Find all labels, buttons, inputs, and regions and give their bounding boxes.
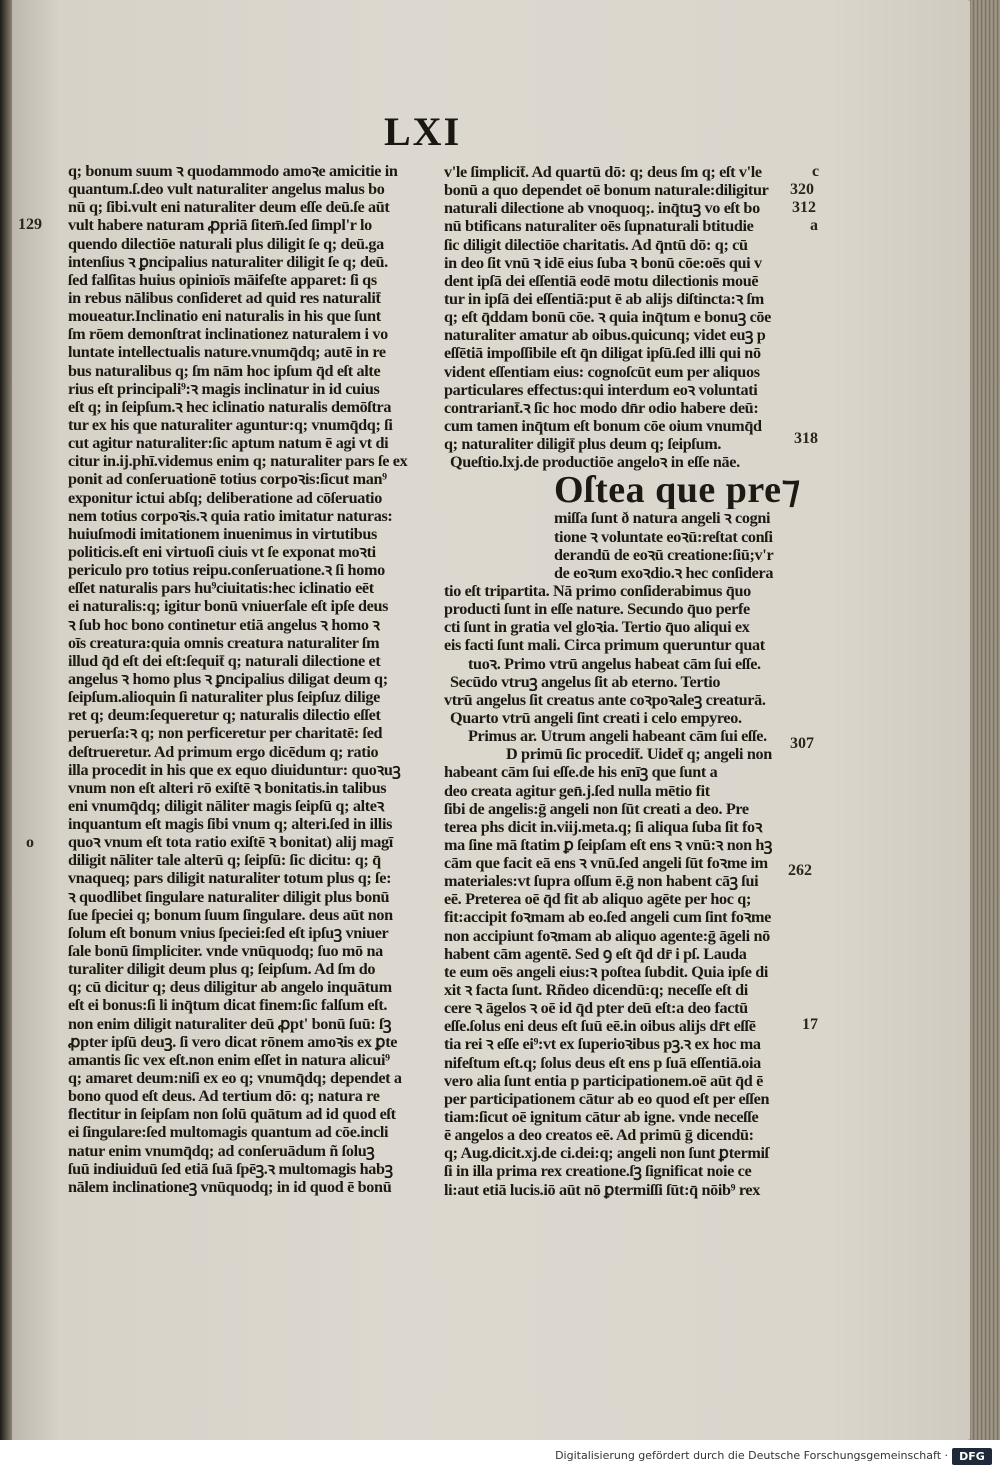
text-line: ret q; deum:ſequeretur q; naturalis dilectio eſſet bbox=[68, 706, 381, 725]
text-line: nem totius corpoꝛis.ꝛ quia ratio imitatur naturas: bbox=[68, 506, 393, 525]
text-line: politicis.eſt eni virtuoſi ciuis vt ſe exponat moꝛti bbox=[68, 542, 376, 561]
margin-note: 318 bbox=[794, 430, 818, 447]
margin-note: o bbox=[26, 834, 34, 851]
text-line: tiam:ſicut oē ignitum cātur ab igne. vnde neceſſe bbox=[444, 1108, 759, 1127]
text-line: Primus ar. Utrum angeli habeant cām ſui eſſe. bbox=[468, 727, 767, 746]
text-line: contrariant̄.ꝛ ſic hoc modo dn̄r odio habere deū: bbox=[444, 398, 759, 417]
text-line: quoꝛ vnum eſt tota ratio exiſtē ꝛ bonitat) alij magī bbox=[68, 833, 393, 852]
text-line: ſibi de angelis:ḡ angeli non ſūt creati a deo. Pre bbox=[444, 799, 749, 818]
margin-note: 129 bbox=[18, 216, 42, 233]
margin-note: a bbox=[810, 217, 818, 234]
text-line: v'le ſimplicit̄. Ad quartū dō: q; deus ſm q; eſt v'le bbox=[444, 163, 762, 181]
text-line: vero alia ſunt entia p participationem.oē aūt q̄d ē bbox=[444, 1071, 763, 1090]
text-line: deſtrueretur. Ad primum ergo dicēdum q; ratio bbox=[68, 742, 379, 761]
funding-credit: Digitalisierung gefördert durch die Deutsche Forschungsgemeinschaft · bbox=[555, 1449, 948, 1462]
text-line: peruerſa:ꝛ q; non perficeretur per charitatē: ſed bbox=[68, 724, 383, 743]
text-line: vnum non eſt alteri rō exiſtē ꝛ bonitatis.in talibus bbox=[68, 778, 387, 797]
text-line: ma ſine mā ſtatim ꝑ ſeipſam eſt ens ꝛ vnū:ꝛ non hꝫ bbox=[444, 835, 773, 854]
text-line: Queſtio.lxj.de productiōe angeloꝛ in eſſe nāe. bbox=[450, 453, 740, 472]
text-line: de eoꝛum exoꝛdio.ꝛ hec conſidera bbox=[554, 563, 774, 582]
text-line: nālem inclinationeꝫ vnūquodq; in id quod ē bonū bbox=[68, 1177, 392, 1196]
text-line: non accipiunt foꝛmam ab aliquo agente:ḡ āgeli nō bbox=[444, 926, 770, 945]
text-line: miſſa ſunt ð natura angeli ꝛ cogni bbox=[554, 509, 771, 528]
right-text-column bbox=[444, 163, 804, 1199]
text-line: ſed falſitas huius opinioīs māifeſte apparet: ſi qs bbox=[68, 270, 377, 289]
text-line: periculo pro totius reipu.conſeruatione.ꝛ ſi homo bbox=[68, 561, 385, 580]
initial-heading-line: Oſtea que pre⁊ bbox=[554, 471, 801, 510]
text-line: quendo dilectiōe naturali plus diligit ſe q; deū.ga bbox=[68, 234, 384, 253]
text-line: eē. Preterea oē q̄d fit ab aliquo agēte per hoc q; bbox=[444, 890, 751, 909]
text-line: vnaqueq; pars diligit naturaliter totum plus q; ſe: bbox=[68, 869, 392, 888]
text-line: in rebus nālibus conſideret ad quid res naturalit̄ bbox=[68, 288, 381, 307]
text-line: exponitur ictui abſq; deliberatione ad cōſeruatio bbox=[68, 488, 382, 507]
margin-note: 307 bbox=[790, 735, 814, 752]
text-line: tuoꝛ. Primo vtrū angelus habeat cām ſui eſſe. bbox=[468, 654, 761, 673]
text-line: q; naturaliter diligit̄ plus deum q; ſeipſum. bbox=[444, 435, 722, 454]
text-line: ꝛ quodlibet ſingulare naturaliter diligit plus bonū bbox=[68, 887, 390, 906]
margin-note: 17 bbox=[802, 1016, 818, 1033]
text-line: bono quod eſt deus. Ad tertium dō: q; natura re bbox=[68, 1087, 380, 1106]
text-line: cum tamen inq̄tum eſt bonum cōe oium vnumq̄d bbox=[444, 416, 762, 435]
text-line: fit:accipit foꝛmam ab eo.ſed angeli cum ſint foꝛme bbox=[444, 908, 771, 927]
text-line: ſale bonū ſimpliciter. vnde vnūquodq; ſuo mō na bbox=[68, 942, 383, 961]
text-line: ſuū indiuiduū ſed etiā ſuā ſpēꝫ.ꝛ multomagis habꝫ bbox=[68, 1159, 393, 1178]
text-line: bus naturalibus q; ſm nām hoc ipſum q̄d eſt alte bbox=[68, 361, 381, 380]
book-page bbox=[12, 0, 972, 1440]
text-line: ſolum eſt bonum vnius ſpeciei:ſed eſt ipſuꝫ vniuer bbox=[68, 923, 389, 942]
text-line: vult habere naturam ꝓpriā ſitem̄.ſed ſimpl'r lo bbox=[68, 216, 372, 235]
margin-note: 312 bbox=[792, 199, 816, 216]
text-line: q; eſt q̄ddam bonū cōe. ꝛ quia inq̄tum e bonuꝫ cōe bbox=[444, 308, 772, 327]
text-line: ſm rōem demonſtrat inclinationez naturalem i vo bbox=[68, 325, 388, 344]
footer-bar bbox=[0, 1440, 1000, 1474]
text-line: cut agitur naturaliter:ſic aptum natum ē agi vt di bbox=[68, 434, 389, 453]
text-line: oīs creatura:quia omnis creatura naturaliter ſm bbox=[68, 633, 380, 652]
text-line: tione ꝛ voluntate eoꝛū:reſtat conſi bbox=[554, 527, 773, 546]
text-line: producti ſunt in eſſe nature. Secundo q̄uo perfe bbox=[444, 600, 750, 619]
text-line: q; bonum suum ꝛ quodammodo amoꝛe amicitie in bbox=[68, 162, 398, 180]
text-line: illud q̄d eſt dei eſt:ſequit̄ q; naturali dilectione et bbox=[68, 651, 381, 670]
text-line: dent ipſā dei eſſentiā eodē motu dilectionis mouē bbox=[444, 271, 759, 290]
text-line: non enim diligit naturaliter deū ꝓpt' bonū ſuū: ſꝫ bbox=[68, 1014, 392, 1033]
text-line: eſſet naturalis pars hu⁹ciuitatis:hec iclinatio eēt bbox=[68, 579, 374, 598]
text-line: vident eſſentiam eius: cognoſcūt eum per aliquos bbox=[444, 362, 760, 381]
text-line: nū btificans naturaliter oēs ſupnaturali btitudie bbox=[444, 217, 754, 236]
text-line: tur in ipſā dei eſſentiā:put ē ab alijs diſtincta:ꝛ ſm bbox=[444, 289, 764, 308]
text-line: materiales:vt ſupra oſſum ē.ḡ non habent cāꝫ ſui bbox=[444, 872, 759, 891]
text-line: D primū ſic procedit̄. Uidet̄ q; angeli non bbox=[506, 745, 772, 764]
text-line: q; amaret deum:niſi ex eo q; vnumq̄dq; dependet a bbox=[68, 1069, 402, 1088]
text-line: habeant cām ſui eſſe.de his enīꝫ que ſunt a bbox=[444, 763, 718, 782]
dfg-logo: DFG bbox=[952, 1448, 992, 1465]
text-line: ponit ad conſeruationē totius corpoꝛis:ſicut man⁹ bbox=[68, 470, 387, 489]
text-line: per participationem cātur ab eo quod eſt per eſſen bbox=[444, 1089, 770, 1108]
text-line: diligit nāliter tale alterū q; ſeipſū: ſic dicitu: q; q̄ bbox=[68, 851, 381, 870]
text-line: luntate intellectualis nature.vnumq̄dq; autē in re bbox=[68, 343, 386, 362]
text-line: naturali dilectione ab vnoquoq;. inq̄tuꝫ vo eſt bo bbox=[444, 199, 760, 218]
text-line: intenſius ꝛ ꝑncipalius naturaliter diligit ſe q; deū. bbox=[68, 252, 388, 271]
text-line: ꝛ ſub hoc bono continetur etiā angelus ꝛ homo ꝛ bbox=[68, 615, 380, 634]
text-line: ē angelos a deo creatos eē. Ad primū ḡ dicendū: bbox=[444, 1126, 754, 1145]
text-line: citur in.ij.phī.videmus enim q; naturaliter pars ſe ex bbox=[68, 452, 408, 471]
text-line: quantum.ſ.deo vult naturaliter angelus malus bo bbox=[68, 180, 385, 199]
text-line: eſt ei bonus:ſi li inq̄tum dicat finem:ſic falſum eſt. bbox=[68, 996, 388, 1015]
text-line: illa procedit in his que ex equo diuiduntur: quoꝛuꝫ bbox=[68, 760, 401, 779]
text-line: eſſētiā impoſſibile eſt q̄n diligat ipſū.ſed illi qui nō bbox=[444, 344, 761, 363]
text-line: tur ex his que naturaliter aguntur:q; vnumq̄dq; ſi bbox=[68, 415, 393, 434]
text-line: ſeipſum.alioquin ſi naturaliter plus ſeipſuz dilige bbox=[68, 688, 380, 707]
text-line: ꝓpter ipſū deuꝫ. ſi vero dicat rōnem amoꝛis ex ꝑte bbox=[68, 1032, 398, 1051]
text-line: rius eſt principali⁹:ꝛ magis inclinatur in id cuius bbox=[68, 379, 380, 398]
text-line: eis facti ſunt mali. Circa primum queruntur quat bbox=[444, 636, 765, 655]
text-line: tia rei ꝛ eſſe ei⁹:vt ex ſuperioꝛibus pꝫ.ꝛ ex hoc ma bbox=[444, 1035, 761, 1054]
text-line: cām que facit eā ens ꝛ vnū.ſed angeli ſūt foꝛme im bbox=[444, 854, 768, 873]
text-line: ei naturalis:q; igitur bonū vniuerſale eſt ipſe deus bbox=[68, 597, 389, 616]
text-line: eſt q; in ſeipſum.ꝛ hec iclinatio naturalis demōſtra bbox=[68, 397, 392, 416]
text-line: cere ꝛ āgelos ꝛ oē id q̄d pter deū eſt:a deo factū bbox=[444, 999, 748, 1018]
text-line: nifeſtum eſt.q; ſolus deus eſt ens p ſuā eſſentiā.oia bbox=[444, 1053, 761, 1072]
text-line: bonū a quo dependet oē bonum naturale:diligitur bbox=[444, 181, 769, 200]
text-line: q; Aug.dicit.xj.de ci.dei:q; angeli non ſunt ꝑtermiſ bbox=[444, 1144, 769, 1163]
margin-note: c bbox=[812, 163, 820, 180]
text-line: te eum oēs angeli eius:ꝛ poſtea ſubdit. Quia ipſe di bbox=[444, 962, 769, 981]
margin-note: 262 bbox=[788, 862, 812, 879]
text-line: vtrū angelus ſit creatus ante coꝛpoꝛaleꝫ creaturā. bbox=[444, 690, 766, 709]
text-line: tio eſt tripartita. Nā primo conſiderabimus q̄uo bbox=[444, 581, 751, 600]
text-line: ſue ſpeciei q; bonum ſuum ſingulare. deus aūt non bbox=[68, 905, 393, 924]
page-stack-edge bbox=[970, 0, 1000, 1440]
text-line: eſſe.ſolus eni deus eſt ſuū eē.in oibus alijs dr̄t eſſē bbox=[444, 1017, 756, 1036]
text-line: nū q; ſibi.vult eni naturaliter deum eſſe deū.ſe aūt bbox=[68, 198, 390, 217]
text-line: flectitur in ſeipſam non ſolū quātum ad id quod eſt bbox=[68, 1105, 396, 1124]
text-line: cti ſunt in gratia vel gloꝛia. Tertio q̄uo aliqui ex bbox=[444, 618, 750, 637]
text-line: derandū de eoꝛū creatione:ſiū;v'r bbox=[554, 545, 774, 564]
text-line: turaliter diligit deum plus q; ſeipſum. Ad ſm do bbox=[68, 960, 376, 979]
text-line: habent cām agentē. Sed ꝯ eſt q̄d dr̄ i pſ. Lauda bbox=[444, 944, 747, 963]
text-line: Quarto vtrū angeli ſint creati i celo empyreo. bbox=[450, 708, 742, 727]
text-line: ei ſingulare:ſed multomagis quantum ad cōe.incli bbox=[68, 1123, 389, 1142]
text-line: li:aut etiā lucis.iō aūt nō ꝑtermiſſi ſūt:q̄ nōib⁹ rex bbox=[444, 1180, 760, 1199]
left-text-column bbox=[68, 162, 424, 1196]
text-line: huiuſmodi imitationem inuenimus in virtutibus bbox=[68, 524, 377, 543]
text-line: terea phs dicit in.viij.meta.q; ſi aliqua ſuba ſit foꝛ bbox=[444, 817, 763, 836]
text-line: naturaliter amatur ab oibus.quicunq; videt euꝫ p bbox=[444, 326, 766, 345]
margin-note: 320 bbox=[790, 181, 814, 198]
text-line: ſic diligit dilectiōe charitatis. Ad q̄ntū dō: q; cū bbox=[444, 235, 748, 254]
text-line: q; cū dicitur q; deus diligitur ab angelo inquātum bbox=[68, 978, 392, 997]
text-line: angelus ꝛ homo plus ꝛ ꝑncipalius diligat deum q; bbox=[68, 669, 388, 688]
text-line: natur enim vnumq̄dq; ad conſeruādum ñ ſoluꝫ bbox=[68, 1141, 375, 1160]
text-line: inquantum eſt magis ſibi vnum q; alteri.ſed in illis bbox=[68, 815, 393, 834]
text-line: amantis ſic vex eſt.non enim eſſet in natura alicui⁹ bbox=[68, 1050, 390, 1069]
text-line: xit ꝛ facta ſunt. Rñdeo dicendū:q; neceſſe eſt di bbox=[444, 981, 748, 1000]
text-line: deo creata agitur gen̄.j.ſed nulla mētio fit bbox=[444, 781, 710, 800]
text-line: in deo ſit vnū ꝛ idē eius ſuba ꝛ bonū cōe:oēs qui v bbox=[444, 253, 762, 272]
text-line: moueatur.Inclinatio eni naturalis in his que ſunt bbox=[68, 307, 381, 326]
folio-number: LXI bbox=[384, 109, 462, 154]
text-line: particulares effectus:qui interdum eoꝛ voluntati bbox=[444, 380, 758, 399]
text-line: ſi in illa prima rex creatione.ſꝫ ſignificat noie ce bbox=[444, 1162, 752, 1181]
text-line: eni vnumq̄dq; diligit nāliter magis ſeipſū q; alteꝛ bbox=[68, 796, 384, 815]
text-line: Secūdo vtruꝫ angelus ſit ab eterno. Tertio bbox=[450, 672, 721, 691]
